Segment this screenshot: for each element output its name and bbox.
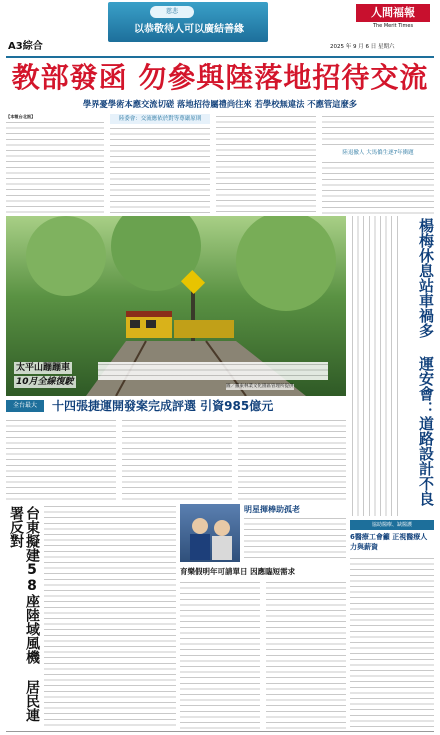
lead-col-2 xyxy=(110,126,210,214)
story-3-text xyxy=(44,504,176,729)
story-2-col-2 xyxy=(122,418,232,500)
story-4-tag: 協助醫療、缺醫護 xyxy=(350,520,434,530)
headline-bar xyxy=(6,61,434,95)
lead-col-1 xyxy=(6,120,104,214)
lead-col-4 xyxy=(322,114,434,146)
box-text-1 xyxy=(244,516,346,562)
photo-credit: 圖／羅東林業文化園區管理所提供 xyxy=(226,384,294,389)
page-section: A3綜合 xyxy=(8,41,43,52)
masthead-rule xyxy=(6,56,434,58)
box-text-3 xyxy=(266,580,346,729)
story-4 xyxy=(350,520,434,729)
box-photo-illustration xyxy=(180,504,240,562)
story-2-headline: 十四張捷運開發案完成評選 引資985億元 xyxy=(52,399,274,413)
footer-rule xyxy=(6,731,434,732)
story-4-headline: 6醫療工會籲 正視醫療人力與薪資 xyxy=(350,533,428,551)
story-2-tag: 全台最大 xyxy=(6,400,44,412)
masthead xyxy=(0,0,440,60)
banner-badge: 慈悲 xyxy=(150,6,194,18)
right-story-text xyxy=(350,216,400,516)
main-headline: 教部發函 勿參與陸落地招待交流 xyxy=(11,61,429,94)
right-story xyxy=(350,216,434,516)
story-2 xyxy=(6,400,346,500)
photo-caption-title-1: 太平山蹦蹦車 xyxy=(16,363,71,373)
issue-date: 2025 年 9 月 6 日 星期六 xyxy=(330,44,395,50)
lead-col-3 xyxy=(216,114,316,214)
photo-caption-text xyxy=(98,362,328,380)
box-title: 明星揮棒助孤老 xyxy=(244,505,300,514)
logo-cn: 人間福報 xyxy=(356,4,430,22)
logo-en: The Merit Times xyxy=(372,23,414,29)
lead-col-5 xyxy=(322,160,434,214)
photo-train xyxy=(6,216,346,396)
story-3 xyxy=(6,504,176,729)
box-story xyxy=(180,504,346,729)
box-text-2 xyxy=(180,580,260,729)
story-3-headline: 台東擬建58座陸域風機 居民連署反對 xyxy=(8,506,40,722)
lead-story xyxy=(6,114,434,214)
story-2-col-1 xyxy=(6,418,116,500)
lead-byline: 【本報台北訊】 xyxy=(6,114,36,119)
story-2-col-3 xyxy=(238,418,346,500)
lead-subhead-1: 陸委會：交流應依於對等尊嚴原則 xyxy=(110,114,210,124)
photo-caption-title-2: 10月全線復駛 xyxy=(16,377,74,387)
sub-headline: 學界憂學術本應交流切磋 落地招待屬禮尚往來 若學校無違法 不應管這麼多 xyxy=(82,99,358,109)
story-4-text xyxy=(350,556,434,729)
right-headline: 楊梅休息站車禍多 運安會：道路設計不良 xyxy=(417,218,435,506)
box-photo xyxy=(180,504,240,562)
box-sub: 育樂假明年可請單日 因應臨短需求 xyxy=(180,567,296,576)
lead-subhead-2: 陸退撤人 大馬僑生逐7年衝題 xyxy=(342,150,414,156)
banner-text: 以恭敬待人可以廣結善緣 xyxy=(134,24,244,35)
